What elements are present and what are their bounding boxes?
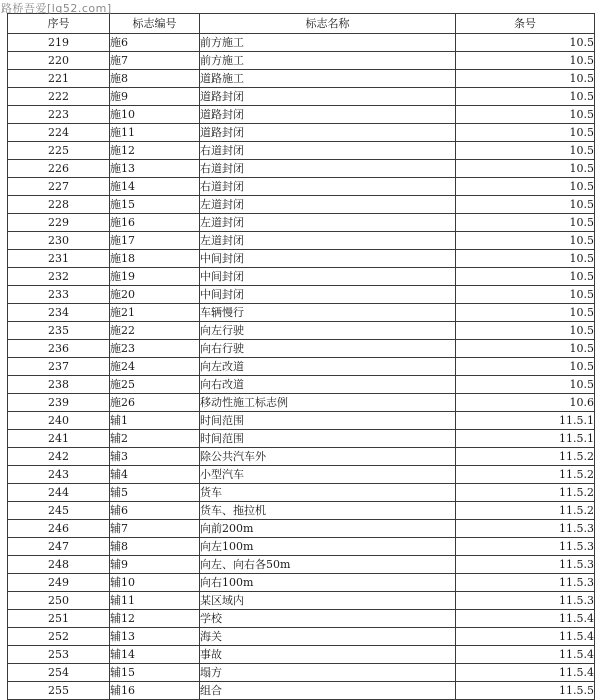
table-row [8,394,595,412]
table-row [8,214,595,232]
cell-seq: 224 [8,124,110,142]
cell-seq: 219 [8,34,110,52]
cell-clause: 11.5.1 [456,430,595,448]
table-row [8,52,595,70]
cell-code: 施12 [110,142,200,160]
cell-name: 货车、拖拉机 [200,502,456,520]
cell-name: 除公共汽车外 [200,448,456,466]
table-row [8,304,595,322]
cell-name: 向前200m [200,520,456,538]
cell-name: 道路封闭 [200,106,456,124]
watermark: 路桥吾爱[lq52.com] [1,2,112,15]
cell-code: 施7 [110,52,200,70]
cell-seq: 226 [8,160,110,178]
cell-clause: 10.5 [456,322,595,340]
cell-seq: 235 [8,322,110,340]
cell-clause: 10.5 [456,124,595,142]
cell-seq: 246 [8,520,110,538]
cell-code: 施24 [110,358,200,376]
table-row [8,70,595,88]
table-row [8,520,595,538]
table-row [8,340,595,358]
cell-clause: 11.5.3 [456,520,595,538]
cell-code: 辅1 [110,412,200,430]
cell-code: 辅6 [110,502,200,520]
cell-code: 辅10 [110,574,200,592]
table-row [8,124,595,142]
table-row [8,538,595,556]
table-row [8,682,595,700]
cell-code: 施18 [110,250,200,268]
cell-code: 施13 [110,160,200,178]
header-clause: 条号 [456,14,595,34]
cell-clause: 10.5 [456,70,595,88]
cell-code: 施9 [110,88,200,106]
table-row [8,196,595,214]
cell-seq: 232 [8,268,110,286]
table-row [8,160,595,178]
cell-seq: 222 [8,88,110,106]
table-row [8,556,595,574]
cell-seq: 220 [8,52,110,70]
cell-seq: 242 [8,448,110,466]
table-row [8,448,595,466]
cell-seq: 239 [8,394,110,412]
cell-seq: 228 [8,196,110,214]
table-row [8,268,595,286]
table-row [8,106,595,124]
cell-name: 中间封闭 [200,286,456,304]
cell-seq: 234 [8,304,110,322]
cell-seq: 223 [8,106,110,124]
cell-name: 小型汽车 [200,466,456,484]
cell-seq: 233 [8,286,110,304]
cell-clause: 10.5 [456,160,595,178]
cell-seq: 221 [8,70,110,88]
cell-code: 辅2 [110,430,200,448]
cell-clause: 10.5 [456,196,595,214]
cell-name: 左道封闭 [200,196,456,214]
cell-name: 海关 [200,628,456,646]
cell-clause: 10.5 [456,178,595,196]
header-seq: 序号 [8,14,110,34]
cell-seq: 240 [8,412,110,430]
cell-name: 向右100m [200,574,456,592]
table-row [8,34,595,52]
cell-clause: 11.5.3 [456,592,595,610]
cell-clause: 11.5.4 [456,664,595,682]
cell-clause: 11.5.2 [456,466,595,484]
table-row [8,646,595,664]
cell-name: 左道封闭 [200,214,456,232]
cell-seq: 225 [8,142,110,160]
cell-clause: 11.5.3 [456,538,595,556]
cell-clause: 10.5 [456,286,595,304]
cell-name: 时间范围 [200,412,456,430]
table-header [8,14,595,34]
cell-seq: 244 [8,484,110,502]
cell-seq: 245 [8,502,110,520]
cell-name: 车辆慢行 [200,304,456,322]
cell-name: 中间封闭 [200,268,456,286]
table-row [8,466,595,484]
cell-seq: 230 [8,232,110,250]
cell-clause: 11.5.4 [456,646,595,664]
cell-name: 时间范围 [200,430,456,448]
cell-seq: 252 [8,628,110,646]
cell-code: 施22 [110,322,200,340]
cell-code: 辅7 [110,520,200,538]
cell-seq: 237 [8,358,110,376]
cell-clause: 11.5.3 [456,556,595,574]
cell-clause: 10.5 [456,376,595,394]
table-row [8,412,595,430]
cell-clause: 10.5 [456,232,595,250]
cell-seq: 243 [8,466,110,484]
cell-name: 右道封闭 [200,160,456,178]
cell-name: 向左行驶 [200,322,456,340]
table-row [8,502,595,520]
cell-code: 辅16 [110,682,200,700]
cell-seq: 241 [8,430,110,448]
cell-clause: 11.5.5 [456,682,595,700]
cell-name: 右道封闭 [200,178,456,196]
cell-code: 施23 [110,340,200,358]
cell-clause: 10.5 [456,142,595,160]
cell-clause: 11.5.3 [456,574,595,592]
cell-seq: 238 [8,376,110,394]
cell-name: 道路封闭 [200,124,456,142]
cell-code: 施10 [110,106,200,124]
cell-clause: 10.5 [456,340,595,358]
cell-name: 学校 [200,610,456,628]
cell-clause: 11.5.2 [456,448,595,466]
cell-seq: 247 [8,538,110,556]
cell-name: 某区域内 [200,592,456,610]
header-code: 标志编号 [110,14,200,34]
cell-name: 移动性施工标志例 [200,394,456,412]
cell-seq: 255 [8,682,110,700]
table-row [8,592,595,610]
cell-code: 施11 [110,124,200,142]
cell-code: 辅3 [110,448,200,466]
cell-clause: 11.5.2 [456,484,595,502]
table-row [8,178,595,196]
table-body [8,34,595,700]
cell-clause: 10.6 [456,394,595,412]
table-row [8,430,595,448]
table-row [8,358,595,376]
cell-clause: 10.5 [456,88,595,106]
cell-clause: 10.5 [456,268,595,286]
cell-code: 辅15 [110,664,200,682]
cell-clause: 11.5.4 [456,610,595,628]
cell-seq: 254 [8,664,110,682]
cell-code: 施6 [110,34,200,52]
cell-seq: 227 [8,178,110,196]
cell-name: 事故 [200,646,456,664]
cell-seq: 229 [8,214,110,232]
cell-clause: 10.5 [456,250,595,268]
table-row [8,232,595,250]
cell-clause: 10.5 [456,106,595,124]
cell-code: 辅11 [110,592,200,610]
cell-clause: 11.5.4 [456,628,595,646]
cell-code: 施26 [110,394,200,412]
cell-seq: 253 [8,646,110,664]
cell-seq: 251 [8,610,110,628]
cell-seq: 250 [8,592,110,610]
cell-code: 施21 [110,304,200,322]
cell-code: 施15 [110,196,200,214]
cell-clause: 10.5 [456,52,595,70]
cell-clause: 10.5 [456,34,595,52]
table-row [8,142,595,160]
cell-name: 前方施工 [200,52,456,70]
cell-code: 辅9 [110,556,200,574]
table-row [8,322,595,340]
cell-clause: 10.5 [456,304,595,322]
cell-name: 向右改道 [200,376,456,394]
table-row [8,250,595,268]
cell-name: 向左、向右各50m [200,556,456,574]
table-row [8,376,595,394]
cell-name: 中间封闭 [200,250,456,268]
cell-name: 向左改道 [200,358,456,376]
table-row [8,628,595,646]
cell-name: 塌方 [200,664,456,682]
cell-code: 施25 [110,376,200,394]
cell-name: 右道封闭 [200,142,456,160]
header-name: 标志名称 [200,14,456,34]
cell-name: 道路施工 [200,70,456,88]
cell-seq: 231 [8,250,110,268]
cell-seq: 236 [8,340,110,358]
cell-clause: 11.5.2 [456,502,595,520]
cell-name: 道路封闭 [200,88,456,106]
cell-clause: 10.5 [456,358,595,376]
cell-code: 施16 [110,214,200,232]
cell-code: 施14 [110,178,200,196]
table-row [8,574,595,592]
table-row [8,610,595,628]
cell-clause: 11.5.1 [456,412,595,430]
cell-clause: 10.5 [456,214,595,232]
cell-name: 向左100m [200,538,456,556]
header-row [8,14,595,34]
table-row [8,484,595,502]
cell-code: 辅12 [110,610,200,628]
cell-code: 施8 [110,70,200,88]
cell-name: 前方施工 [200,34,456,52]
cell-code: 辅8 [110,538,200,556]
cell-code: 施19 [110,268,200,286]
table-row [8,664,595,682]
cell-seq: 248 [8,556,110,574]
cell-code: 辅4 [110,466,200,484]
sign-table [7,13,595,700]
cell-code: 辅13 [110,628,200,646]
table-row [8,88,595,106]
cell-code: 辅5 [110,484,200,502]
cell-name: 左道封闭 [200,232,456,250]
cell-code: 施20 [110,286,200,304]
cell-code: 施17 [110,232,200,250]
cell-code: 辅14 [110,646,200,664]
cell-seq: 249 [8,574,110,592]
cell-name: 货车 [200,484,456,502]
table-row [8,286,595,304]
cell-name: 组合 [200,682,456,700]
cell-name: 向右行驶 [200,340,456,358]
